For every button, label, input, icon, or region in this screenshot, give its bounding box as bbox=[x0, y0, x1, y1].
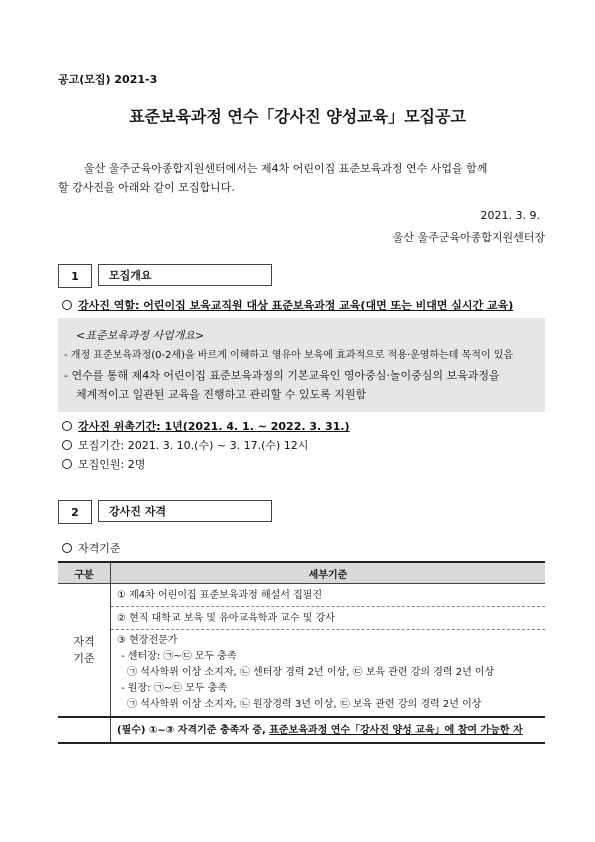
section-1-title: 모집개요 bbox=[98, 264, 272, 286]
period-text: 모집기간: 2021. 3. 10.(수) ~ 3. 17.(수) 12시 bbox=[78, 439, 309, 452]
qualification-table bbox=[58, 561, 545, 744]
period-line bbox=[62, 438, 308, 453]
item3-line-3: - 원장: ㉠~㉢ 모두 충족 bbox=[121, 683, 228, 694]
table-row bbox=[58, 607, 545, 630]
empty-cell bbox=[58, 717, 111, 743]
criteria-label: 자격기준 bbox=[78, 542, 121, 555]
notice-date: 2021. 3. 9. bbox=[480, 209, 540, 222]
table-header-row bbox=[58, 562, 545, 584]
circle-bullet-icon bbox=[62, 421, 72, 431]
row-label-2: 기준 bbox=[73, 652, 95, 665]
overview-item-2b: 체계적이고 일관된 교육을 진행하고 관리할 수 있도록 지원함 bbox=[76, 388, 367, 401]
notice-number: 공고(모집) 2021-3 bbox=[58, 73, 158, 86]
row-label-cell bbox=[58, 584, 111, 718]
count-text: 모집인원: 2명 bbox=[78, 458, 146, 471]
circle-bullet-icon bbox=[62, 440, 72, 450]
required-text: 표준보육과정 연수「강사진 양성 교육」에 참여 가능한 자 bbox=[269, 724, 523, 736]
criteria-line bbox=[62, 541, 121, 556]
circle-bullet-icon bbox=[62, 459, 72, 469]
overview-item-1: - 개정 표준보육과정(0-2세)을 바르게 이해하고 영유아 보육에 효과적으로 적용·운영하는데 목적이 있음 bbox=[64, 350, 514, 361]
criteria-item-3 bbox=[111, 630, 546, 718]
section-1-number: 1 bbox=[58, 264, 92, 288]
table-row bbox=[58, 630, 545, 718]
required-prefix: (필수) ①~③ 자격기준 충족자 중, bbox=[117, 724, 270, 736]
overview-heading: <표준보육과정 사업개요> bbox=[76, 329, 205, 342]
section-2-title: 강사진 자격 bbox=[98, 500, 272, 522]
criteria-item-1: ① 제4차 어린이집 표준보육과정 해설서 집필진 bbox=[111, 584, 546, 607]
issuer-name: 울산 울주군육아종합지원센터장 bbox=[392, 231, 545, 244]
criteria-item-2: ② 현직 대학교 보육 및 유아교육학과 교수 및 강사 bbox=[111, 607, 546, 630]
item3-line-2: ㉠ 석사학위 이상 소지자, ㉡ 센터장 경력 2년 이상, ㉢ 보육 관련 강의 경력 2년 이상 bbox=[127, 667, 495, 678]
role-line bbox=[62, 298, 513, 313]
item3-title: ③ 현장전문가 bbox=[117, 635, 178, 646]
section-2-number: 2 bbox=[58, 500, 92, 524]
required-criteria bbox=[111, 717, 546, 743]
table-row bbox=[58, 717, 545, 743]
table-head-detail: 세부기준 bbox=[111, 562, 546, 584]
circle-bullet-icon bbox=[62, 300, 72, 310]
table-head-category: 구분 bbox=[58, 562, 111, 584]
intro-line-1: 울산 울주군육아종합지원센터에서는 제4차 어린이집 표준보육과정 연수 사업을 함께 bbox=[84, 162, 488, 175]
page-title: 표준보육과정 연수「강사진 양성교육」모집공고 bbox=[129, 107, 466, 126]
role-text: 어린이집 보육교직원 대상 표준보육과정 교육(대면 또는 비대면 실시간 교육) bbox=[143, 299, 514, 312]
intro-line-2: 할 강사진을 아래와 같이 모집합니다. bbox=[58, 181, 235, 194]
count-line bbox=[62, 457, 145, 472]
term-label: 강사진 위촉기간: bbox=[78, 420, 165, 433]
term-text: 1년(2021. 4. 1. ~ 2022. 3. 31.) bbox=[164, 420, 350, 433]
overview-item-2a: - 연수를 통해 제4차 어린이집 표준보육과정의 기본교육인 영아중심·놀이중심의 보육과정을 bbox=[64, 369, 500, 382]
circle-bullet-icon bbox=[62, 543, 72, 553]
item3-line-4: ㉠ 석사학위 이상 소지자, ㉡ 원장경력 3년 이상, ㉢ 보육 관련 강의 경력 2년 이상 bbox=[127, 699, 482, 710]
item3-line-1: - 센터장: ㉠~㉢ 모두 충족 bbox=[121, 651, 237, 662]
section-1-header bbox=[58, 264, 272, 288]
table-row bbox=[58, 584, 545, 607]
row-label-1: 자격 bbox=[73, 635, 95, 648]
term-line bbox=[62, 419, 350, 434]
section-2-header bbox=[58, 500, 272, 524]
role-label: 강사진 역할: bbox=[78, 299, 144, 312]
